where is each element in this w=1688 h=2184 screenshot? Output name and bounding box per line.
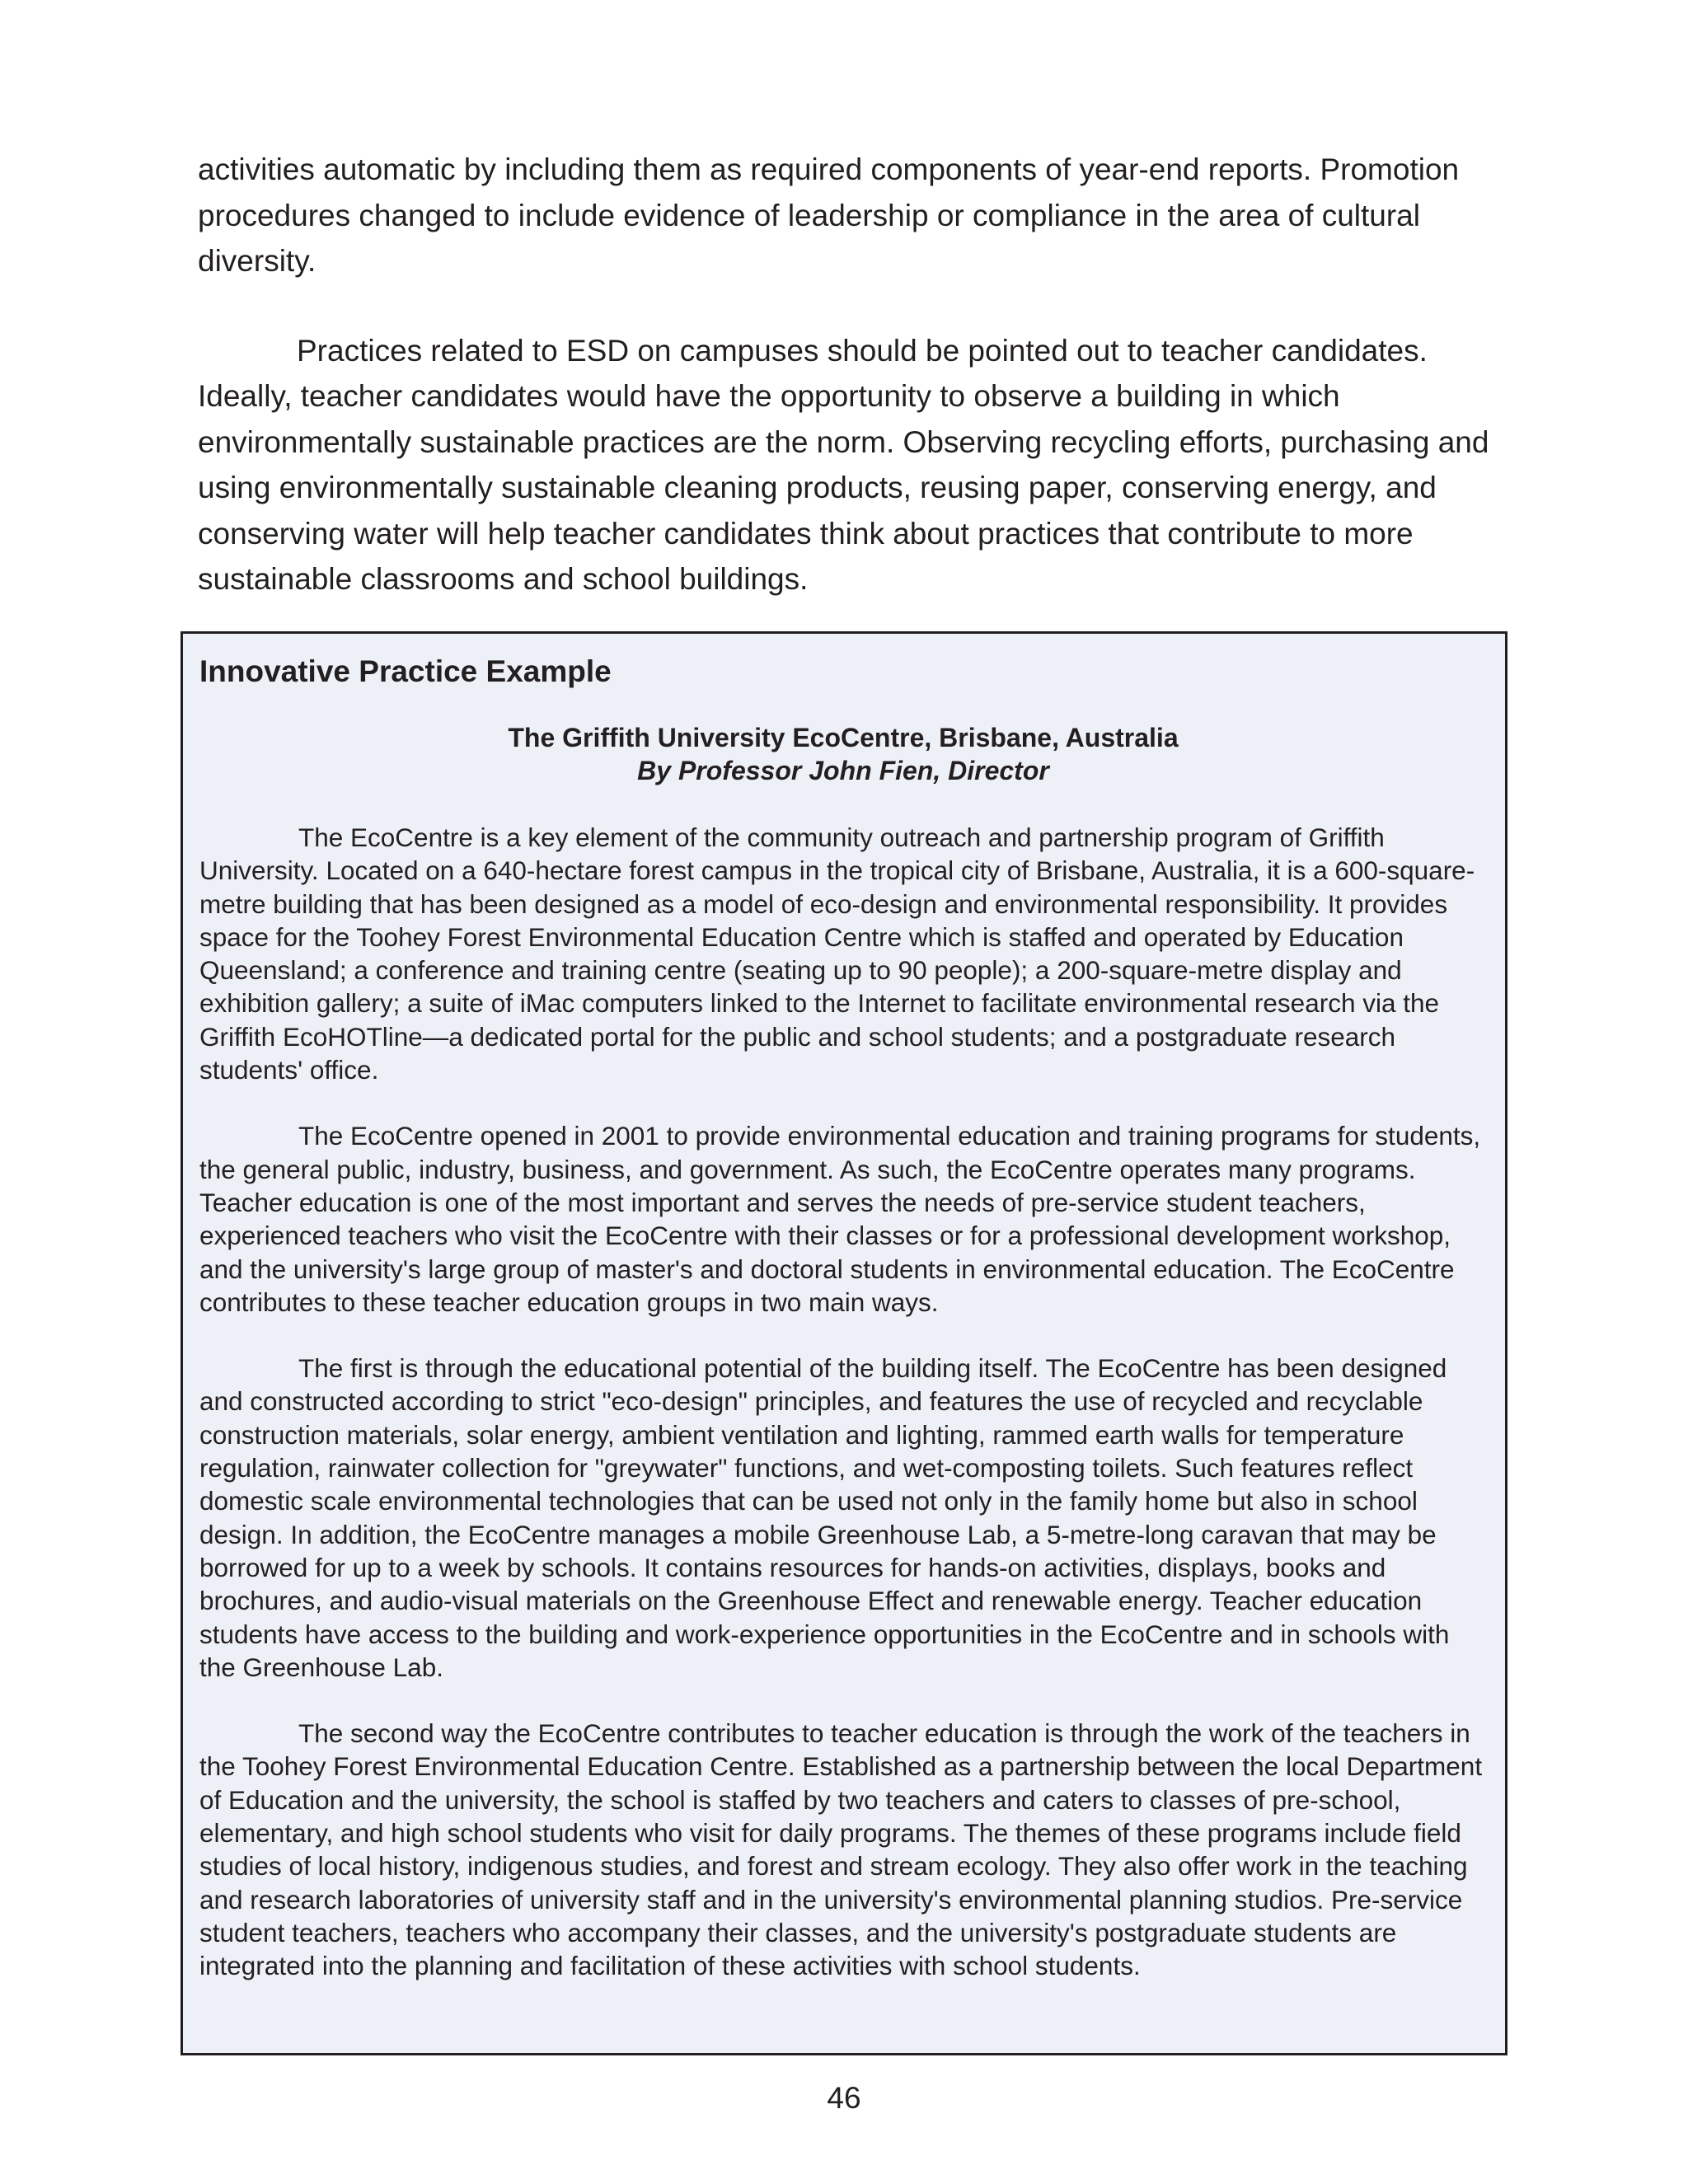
body-text <box>198 147 1500 602</box>
body-paragraph: activities automatic by including them as required components of year-end reports. Promotion procedures changed to include evidence of leadership or compliance in the area of cultural diversity. <box>198 152 1460 278</box>
innovative-practice-box <box>181 631 1507 2055</box>
page-number: 46 <box>827 2081 861 2115</box>
box-paragraph: The second way the EcoCentre contributes to teacher education is through the work of the teachers in the Toohey Forest Environmental Education Centre. Established as a partnership between the local Department of Education and the university, the school is staffed by two teachers and caters to classes of pre-school, elementary, and high school students who visit for daily programs. The themes of these programs include field studies of local history, indigenous studies, and forest and stream ecology. They also offer work in the teaching and research laboratories of university staff and in the university's environmental planning studios. Pre-service student teachers, teachers who accompany their classes, and the university's postgraduate students are integrated into the planning and facilitation of these activities with school students. <box>199 1718 1483 1981</box>
box-byline: By Professor John Fien, Director <box>637 756 1049 785</box>
box-heading: Innovative Practice Example <box>199 654 612 688</box>
box-paragraph: The EcoCentre opened in 2001 to provide environmental education and training programs for students, the general public, industry, business, and government. As such, the EcoCentre operates many programs. Teacher education is one of the most important and serves the needs of pre-service student teachers, experienced teachers who visit the EcoCentre with their classes or for a professional development workshop, and the university's large group of master's and doctoral students in environmental education. The EcoCentre contributes to these teacher education groups in two main ways. <box>199 1121 1481 1317</box>
box-title: The Griffith University EcoCentre, Brisbane, Australia <box>508 723 1179 752</box>
body-paragraph: Practices related to ESD on campuses should be pointed out to teacher candidates. Ideally, teacher candidates would have the opportunity to observe a building in which environmentally sustainable practices are the norm. Observing recycling efforts, purchasing and using environmentally sustainable cleaning products, reusing paper, conserving energy, and conserving water will help teacher candidates think about practices that contribute to more sustainable classrooms and school buildings. <box>198 333 1489 596</box>
box-paragraph: The first is through the educational potential of the building itself. The EcoCentre has been designed and constructed according to strict "eco-design" principles, and features the use of recycled and recyclable construction materials, solar energy, ambient ventilation and lighting, rammed earth walls for temperature regulation, rainwater collection for "greywater" functions, and wet-composting toilets. Such features reflect domestic scale environmental technologies that can be used not only in the family home but also in school design. In addition, the EcoCentre manages a mobile Greenhouse Lab, a 5-metre-long caravan that may be borrowed for up to a week by schools. It contains resources for hands-on activities, displays, books and brochures, and audio-visual materials on the Greenhouse Effect and renewable energy. Teacher education students have access to the building and work-experience opportunities in the EcoCentre and in schools with the Greenhouse Lab. <box>199 1353 1450 1682</box>
box-paragraph: The EcoCentre is a key element of the community outreach and partnership program of Griffith University. Located on a 640-hectare forest campus in the tropical city of Brisbane, Australia, it is a 600-square-metre building that has been designed as a model of eco-design and environmental responsibility. It provides space for the Toohey Forest Environmental Education Centre which is staffed and operated by Education Queensland; a conference and training centre (seating up to 90 people); a 200-square-metre display and exhibition gallery; a suite of iMac computers linked to the Internet to facilitate environmental research via the Griffith EcoHOTline—a dedicated portal for the public and school students; and a postgraduate research students' office. <box>199 823 1475 1085</box>
